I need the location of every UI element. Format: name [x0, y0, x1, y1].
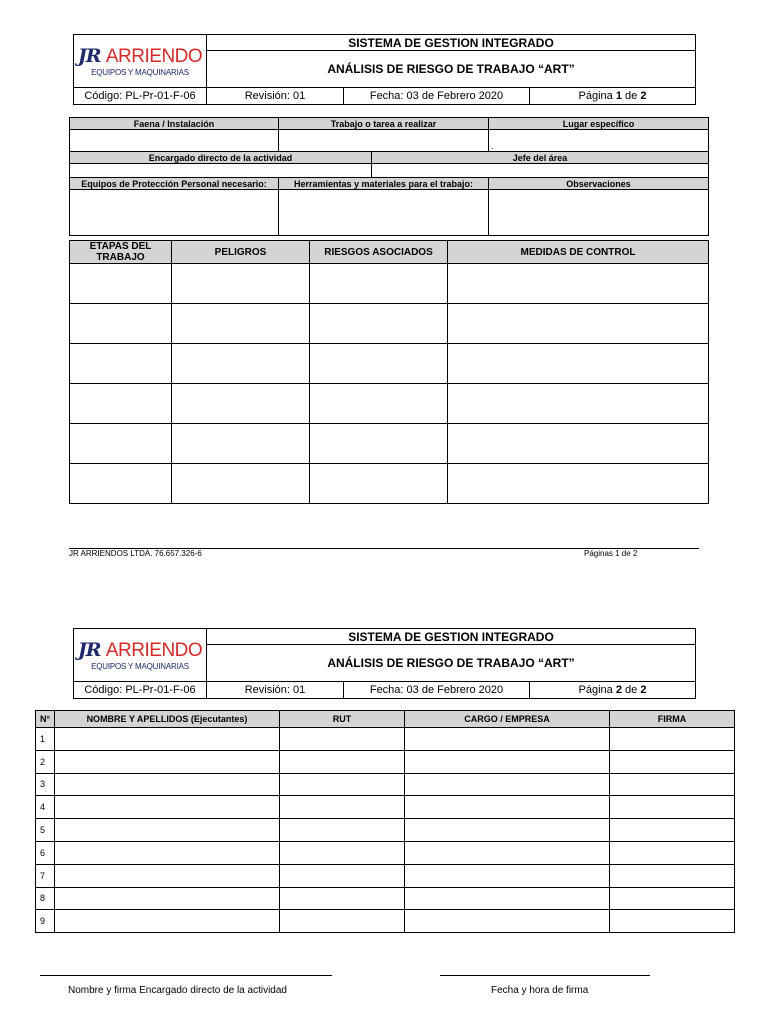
document-title: ANÁLISIS DE RIESGO DE TRABAJO “ART” — [207, 51, 696, 88]
risk-row — [70, 344, 709, 384]
col-numero: N° — [36, 711, 55, 728]
page1-header — [73, 34, 696, 105]
personnel-row — [36, 773, 735, 796]
row-number: 6 — [36, 841, 55, 864]
personnel-row — [36, 728, 735, 751]
risk-row — [70, 304, 709, 344]
col-etapas: ETAPAS DEL TRABAJO — [70, 241, 172, 264]
etapa-cell[interactable] — [70, 304, 172, 344]
herramientas-field[interactable] — [279, 190, 489, 236]
nombre-cell[interactable] — [55, 728, 280, 751]
rut-cell[interactable] — [280, 887, 405, 910]
firma-cell[interactable] — [610, 750, 735, 773]
medida-cell[interactable] — [448, 424, 709, 464]
risk-row — [70, 424, 709, 464]
lugar-header: Lugar específico — [489, 118, 709, 130]
jefe-header: Jefe del área — [372, 152, 709, 164]
row-number: 4 — [36, 796, 55, 819]
peligro-cell[interactable] — [172, 304, 310, 344]
col-medidas: MEDIDAS DE CONTROL — [448, 241, 709, 264]
riesgo-cell[interactable] — [310, 384, 448, 424]
col-riesgos: RIESGOS ASOCIADOS — [310, 241, 448, 264]
document-title: ANÁLISIS DE RIESGO DE TRABAJO “ART” — [207, 645, 696, 682]
logo-subtitle: EQUIPOS Y MAQUINARIAS — [91, 67, 189, 77]
row-number: 1 — [36, 728, 55, 751]
cargo-cell[interactable] — [405, 864, 610, 887]
cargo-cell[interactable] — [405, 750, 610, 773]
col-cargo: CARGO / EMPRESA — [405, 711, 610, 728]
etapa-cell[interactable] — [70, 264, 172, 304]
document-date: Fecha: 03 de Febrero 2020 — [344, 88, 530, 105]
encargado-field[interactable] — [70, 164, 372, 178]
logo-jr-text: JR — [77, 638, 101, 661]
firma-cell[interactable] — [610, 841, 735, 864]
col-rut: RUT — [280, 711, 405, 728]
cargo-cell[interactable] — [405, 728, 610, 751]
rut-cell[interactable] — [280, 910, 405, 933]
footer-company: JR ARRIENDOS LTDA. 76.657.326-6 — [69, 549, 202, 558]
col-nombre: NOMBRE Y APELLIDOS (Ejecutantes) — [55, 711, 280, 728]
riesgo-cell[interactable] — [310, 464, 448, 504]
faena-field[interactable] — [70, 130, 279, 152]
medida-cell[interactable] — [448, 304, 709, 344]
logo-arriendo-text: ARRIENDO — [105, 45, 203, 67]
cargo-cell[interactable] — [405, 841, 610, 864]
etapa-cell[interactable] — [70, 344, 172, 384]
lugar-field[interactable]: . — [489, 130, 709, 152]
document-revision: Revisión: 01 — [207, 88, 344, 105]
signature-label-fecha: Fecha y hora de firma — [491, 985, 589, 996]
nombre-cell[interactable] — [55, 773, 280, 796]
document-code: Código: PL-Pr-01-F-06 — [74, 88, 207, 105]
firma-cell[interactable] — [610, 773, 735, 796]
personnel-row — [36, 887, 735, 910]
logo-arriendo-text: ARRIENDO — [105, 639, 203, 661]
faena-header: Faena / Instalación — [70, 118, 279, 130]
nombre-cell[interactable] — [55, 819, 280, 842]
nombre-cell[interactable] — [55, 910, 280, 933]
personnel-row — [36, 750, 735, 773]
rut-cell[interactable] — [280, 773, 405, 796]
risk-row — [70, 264, 709, 304]
nombre-cell[interactable] — [55, 841, 280, 864]
personnel-table-body — [36, 728, 735, 933]
nombre-cell[interactable] — [55, 796, 280, 819]
nombre-cell[interactable] — [55, 864, 280, 887]
rut-cell[interactable] — [280, 819, 405, 842]
etapa-cell[interactable] — [70, 424, 172, 464]
row-number: 2 — [36, 750, 55, 773]
logo-subtitle: EQUIPOS Y MAQUINARIAS — [91, 661, 189, 671]
medida-cell[interactable] — [448, 264, 709, 304]
system-title: SISTEMA DE GESTION INTEGRADO — [207, 629, 696, 645]
riesgo-cell[interactable] — [310, 264, 448, 304]
risk-table-body — [70, 264, 709, 504]
riesgo-cell[interactable] — [310, 344, 448, 384]
firma-cell[interactable] — [610, 796, 735, 819]
risk-row — [70, 464, 709, 504]
rut-cell[interactable] — [280, 864, 405, 887]
firma-cell[interactable] — [610, 819, 735, 842]
cargo-cell[interactable] — [405, 910, 610, 933]
firma-cell[interactable] — [610, 728, 735, 751]
row-number: 8 — [36, 887, 55, 910]
risk-row — [70, 384, 709, 424]
row-number: 3 — [36, 773, 55, 796]
document-revision: Revisión: 01 — [207, 682, 344, 699]
peligro-cell[interactable] — [172, 384, 310, 424]
rut-cell[interactable] — [280, 796, 405, 819]
cargo-cell[interactable] — [405, 887, 610, 910]
personnel-row — [36, 864, 735, 887]
page-indicator: Página 1 de 2 — [530, 88, 696, 105]
personnel-table — [35, 710, 735, 933]
risk-analysis-table — [69, 240, 709, 504]
cargo-cell[interactable] — [405, 819, 610, 842]
work-info-table — [69, 117, 709, 236]
firma-cell[interactable] — [610, 887, 735, 910]
signature-line-fecha[interactable] — [440, 975, 650, 976]
nombre-cell[interactable] — [55, 887, 280, 910]
rut-cell[interactable] — [280, 728, 405, 751]
col-peligros: PELIGROS — [172, 241, 310, 264]
company-logo — [74, 629, 207, 682]
col-firma: FIRMA — [610, 711, 735, 728]
page2-header — [73, 628, 696, 699]
row-number: 9 — [36, 910, 55, 933]
firma-cell[interactable] — [610, 910, 735, 933]
firma-cell[interactable] — [610, 864, 735, 887]
riesgo-cell[interactable] — [310, 304, 448, 344]
medida-cell[interactable] — [448, 464, 709, 504]
observaciones-header: Observaciones — [489, 178, 709, 190]
footer-pages: Páginas 1 de 2 — [584, 549, 638, 558]
rut-cell[interactable] — [280, 841, 405, 864]
medida-cell[interactable] — [448, 384, 709, 424]
peligro-cell[interactable] — [172, 424, 310, 464]
peligro-cell[interactable] — [172, 264, 310, 304]
rut-cell[interactable] — [280, 750, 405, 773]
document-date: Fecha: 03 de Febrero 2020 — [344, 682, 530, 699]
personnel-row — [36, 796, 735, 819]
medida-cell[interactable] — [448, 344, 709, 384]
nombre-cell[interactable] — [55, 750, 280, 773]
cargo-cell[interactable] — [405, 773, 610, 796]
epp-field[interactable] — [70, 190, 279, 236]
logo-jr-text: JR — [77, 44, 101, 67]
peligro-cell[interactable] — [172, 464, 310, 504]
jefe-field[interactable] — [372, 164, 709, 178]
trabajo-field[interactable] — [279, 130, 489, 152]
etapa-cell[interactable] — [70, 464, 172, 504]
row-number: 5 — [36, 819, 55, 842]
riesgo-cell[interactable] — [310, 424, 448, 464]
company-logo — [74, 35, 207, 88]
signature-line-encargado[interactable] — [40, 975, 332, 976]
signature-label-encargado: Nombre y firma Encargado directo de la actividad — [68, 985, 287, 996]
trabajo-header: Trabajo o tarea a realizar — [279, 118, 489, 130]
personnel-row — [36, 910, 735, 933]
system-title: SISTEMA DE GESTION INTEGRADO — [207, 35, 696, 51]
page-indicator: Página 2 de 2 — [530, 682, 696, 699]
encargado-header: Encargado directo de la actividad — [70, 152, 372, 164]
personnel-row — [36, 841, 735, 864]
epp-header: Equipos de Protección Personal necesario: — [70, 178, 279, 190]
personnel-row — [36, 819, 735, 842]
etapa-cell[interactable] — [70, 384, 172, 424]
row-number: 7 — [36, 864, 55, 887]
cargo-cell[interactable] — [405, 796, 610, 819]
document-code: Código: PL-Pr-01-F-06 — [74, 682, 207, 699]
peligro-cell[interactable] — [172, 344, 310, 384]
herramientas-header: Herramientas y materiales para el trabajo: — [279, 178, 489, 190]
observaciones-field[interactable] — [489, 190, 709, 236]
